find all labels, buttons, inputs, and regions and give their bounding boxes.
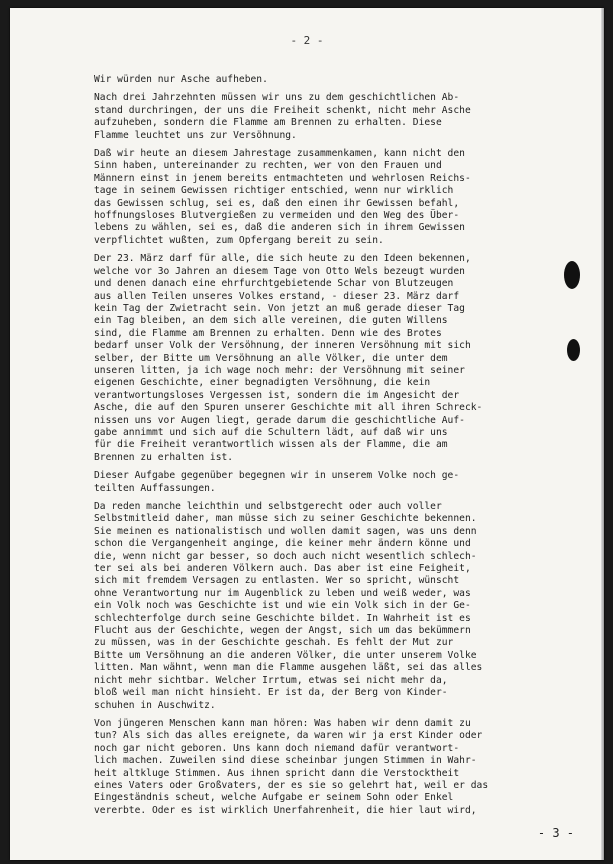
text-line: Brennen zu erhalten ist. [94,451,234,463]
text-line: Asche, die auf den Spuren unserer Geschichte mit all ihren Schreck- [94,402,483,414]
text-line: schlechterfolge durch seine Geschichte bildet. In Wahrheit ist es [94,612,471,624]
text-line: Sinn haben, untereinander zu rechten, wer von den Frauen und [94,160,442,172]
text-line: ein Volk noch was Geschichte ist und wie ein Volk sich in der Ge- [94,600,471,612]
paragraph [94,253,604,464]
text-line: teilten Auffassungen. [94,482,216,494]
text-line: für die Freiheit verantwortlich wissen als der Flamme, die am [94,439,448,451]
text-line: hoffnungsloses Blutvergießen zu vermeiden und den Weg des Über- [94,210,460,222]
paragraph [94,74,604,86]
paragraph [94,501,604,712]
page-number-top: - 2 - [290,34,324,47]
text-line: lich machen. Zuweilen sind diese scheinbar jungen Stimmen in Wahr- [94,755,477,767]
text-line: aufzuheben, sondern die Flamme am Brennen zu erhalten. Diese [94,117,442,129]
text-line: bedarf unser Volk der Versöhnung, der inneren Versöhnung mit sich [94,340,471,352]
text-line: Nach drei Jahrzehnten müssen wir uns zu dem geschichtlichen Ab- [94,92,460,104]
document-page [10,8,604,860]
text-line: vererbte. Oder es ist wirklich Unerfahrenheit, die hier laut wird, [94,804,477,816]
text-line: das Gewissen schlug, sei es, daß den einen ihr Gewissen befahl, [94,197,460,209]
text-line: Bitte um Versöhnung an die anderen Völker, die unter unserem Volke [94,649,477,661]
text-line: Sie meinen es nationalistisch und wollen damit sagen, was uns denn [94,525,477,537]
text-line: Der 23. März darf für alle, die sich heute zu den Ideen bekennen, [94,253,471,265]
text-line: Da reden manche leichthin und selbstgerecht oder auch voller [94,501,442,512]
text-line: Flucht aus der Geschichte, wegen der Angst, sich um das bekümmern [94,625,471,637]
text-line: Von jüngeren Menschen kann man hören: Was haben wir denn damit zu [94,717,471,729]
text-line: gabe annimmt und sich auf die Schultern lädt, auf daß wir uns [94,426,448,438]
text-line: nissen uns vor Augen liegt, gerade darum die geschichtliche Auf- [94,414,465,426]
text-line: schon die Vergangenheit anginge, die keiner mehr ändern könne und [94,538,471,550]
text-line: sich mit fremdem Versagen zu entlasten. Wer so spricht, wünscht [94,575,460,587]
text-line: noch gar nicht geboren. Uns kann doch niemand dafür verantwort- [94,742,460,754]
text-line: tage in seinem Gewissen richtiger entschied, wenn nur wirklich [94,185,454,197]
text-line: selber, der Bitte um Versöhnung an alle Völker, die unter dem [94,352,448,364]
text-line: lebens zu wählen, sei es, daß die anderen sich in ihrem Gewissen [94,222,465,234]
text-line: verpflichtet wußten, zum Opfergang bereit zu sein. [94,234,384,246]
text-line: Flamme leuchtet uns zur Versöhnung. [94,129,297,141]
text-line: heit altkluge Stimmen. Aus ihnen spricht dann die Verstocktheit [94,767,460,779]
text-line: tun? Als sich das alles ereignete, da waren wir ja erst Kinder oder [94,730,483,742]
text-line: Daß wir heute an diesem Jahrestage zusammenkamen, kann nicht den [94,148,465,160]
text-line: die, wenn nicht gar besser, so doch auch nicht wesentlich schlech- [94,550,477,562]
text-line: Dieser Aufgabe gegenüber begegnen wir in unserem Volke noch ge- [94,470,460,482]
text-line: zu müssen, was in der Geschichte geschah. Es fehlt der Mut zur [94,637,454,649]
text-line: Wir würden nur Asche aufheben. [94,74,268,85]
ink-blot [567,339,580,361]
text-line: ter sei als bei anderen Völkern auch. Das aber ist eine Feigheit, [94,563,471,575]
ink-blot [564,261,580,289]
text-line: verantwortungsloses Vergessen ist, sondern die im Angesicht der [94,389,460,401]
text-line: eines Vaters oder Großvaters, der es sie so gelehrt hat, weil er das [94,779,489,791]
paragraph [94,718,604,817]
text-line: ein Tag bleiben, an dem sich alle vereinen, die guten Willens [94,315,448,327]
text-line: nicht mehr sichtbar. Welcher Irrtum, etwas sei nicht mehr da, [94,674,448,686]
page-number-bottom: - 3 - [537,826,574,840]
text-line: stand durchringen, der uns die Freiheit schenkt, nicht mehr Asche [94,104,471,116]
text-line: aus allen Teilen unseres Volkes erstand, - dieser 23. März darf [94,290,460,302]
paragraph [94,92,604,142]
document-body [94,74,604,823]
text-line: und denen danach eine ehrfurchtgebietende Schar von Blutzeugen [94,278,454,290]
text-line: welche vor 3o Jahren an diesem Tage von Otto Wels bezeugt wurden [94,265,465,277]
text-line: ohne Verantwortung nur im Augenblick zu leben und weiß weder, was [94,587,471,599]
text-line: bloß weil man nicht hinsieht. Er ist da, der Berg von Kinder- [94,687,448,699]
text-line: litten. Man wähnt, wenn man die Flamme ausgehen läßt, sei das alles [94,662,483,674]
paragraph [94,470,604,495]
text-line: eigenen Geschichte, einer begnadigten Versöhnung, die kein [94,377,431,389]
text-line: kein Tag der Zwietracht sein. Von jetzt an muß gerade dieser Tag [94,302,465,314]
text-line: Eingeständnis scheut, welche Aufgabe er seinem Sohn oder Enkel [94,792,454,804]
text-line: Männern einst in jenem bereits entmachteten und wehrlosen Reichs- [94,172,471,184]
text-line: sind, die Flamme am Brennen zu erhalten. Denn wie des Brotes [94,327,442,339]
text-line: Selbstmitleid daher, man müsse sich zu seiner Geschichte bekennen. [94,513,477,525]
paragraph [94,148,604,247]
text-line: unseren litten, ja ich wage noch mehr: der Versöhnung mit seiner [94,364,465,376]
text-line: schuhen in Auschwitz. [94,699,216,711]
